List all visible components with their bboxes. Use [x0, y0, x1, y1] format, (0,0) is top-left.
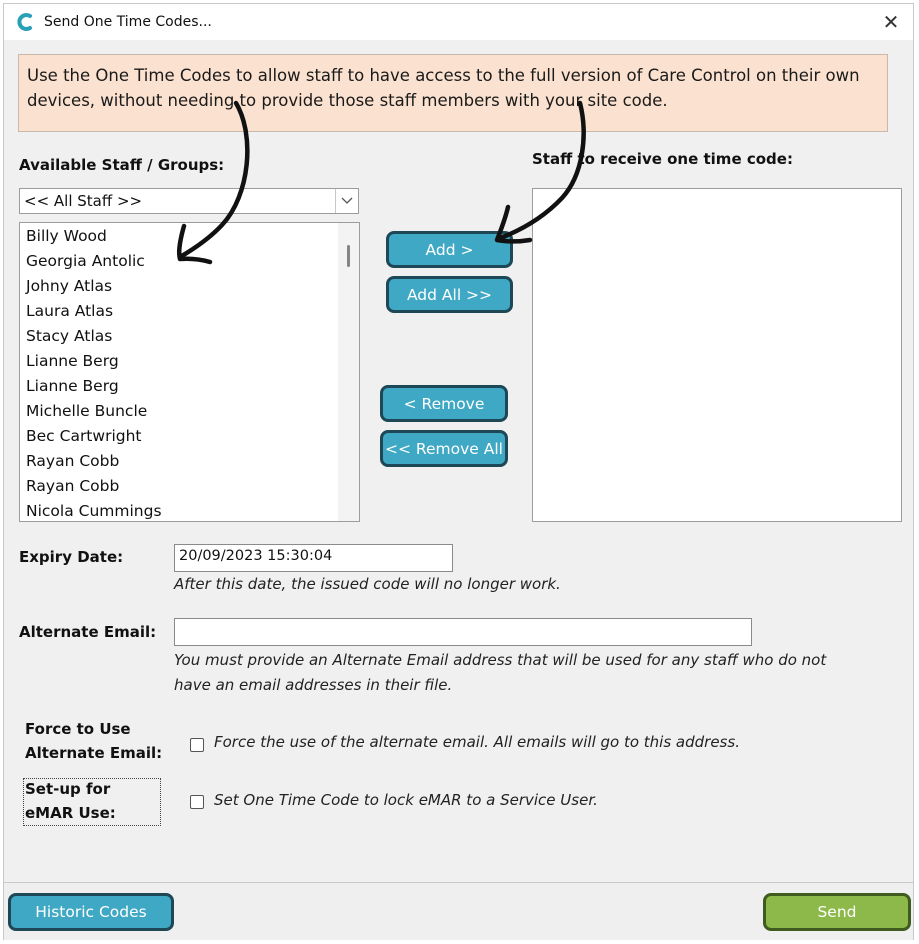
emar-checkbox[interactable] [190, 795, 204, 809]
send-button[interactable]: Send [763, 893, 911, 931]
historic-codes-button[interactable]: Historic Codes [8, 893, 174, 931]
expiry-hint: After this date, the issued code will no longer work. [174, 575, 561, 593]
selected-staff-list[interactable] [532, 188, 902, 522]
care-control-c-icon [16, 12, 34, 32]
force-alternate-checkbox[interactable] [190, 738, 204, 752]
emar-label-line1: Set-up for [25, 780, 111, 798]
force-alternate-label-line2: Alternate Email: [25, 744, 163, 762]
staff-list-item[interactable]: Bec Cartwright [26, 427, 142, 445]
alternate-email-hint-line2: have an email addresses in their file. [174, 676, 453, 694]
emar-text: Set One Time Code to lock eMAR to a Service User. [214, 791, 598, 809]
list-scrollbar[interactable] [338, 223, 359, 521]
info-banner: Use the One Time Codes to allow staff to have access to the full version of Care Control on their own devices, without needing to provide those staff members with your site code. [18, 54, 888, 132]
chevron-down-icon[interactable] [335, 189, 358, 213]
title-bar [4, 4, 913, 40]
force-alternate-text: Force the use of the alternate email. All emails will go to this address. [214, 733, 740, 751]
staff-list-item[interactable]: Johny Atlas [26, 277, 113, 295]
expiry-date-label: Expiry Date: [19, 548, 124, 566]
alternate-email-field[interactable] [174, 618, 752, 646]
staff-list-item[interactable]: Nicola Cummings [26, 502, 162, 520]
add-all-button[interactable]: Add All >> [386, 276, 513, 313]
staff-group-dropdown[interactable] [19, 188, 359, 214]
force-alternate-label-line1: Force to Use [25, 720, 131, 738]
alternate-email-label: Alternate Email: [19, 623, 157, 641]
staff-list-item[interactable]: Lianne Berg [26, 377, 119, 395]
available-staff-list[interactable] [19, 222, 360, 522]
emar-label-line2: eMAR Use: [25, 804, 116, 822]
alternate-email-hint-line1: You must provide an Alternate Email address that will be used for any staff who do not [174, 651, 827, 669]
remove-all-button[interactable]: << Remove All [380, 430, 508, 467]
scrollbar-thumb[interactable] [347, 245, 350, 267]
remove-button[interactable]: < Remove [380, 385, 508, 422]
staff-list-item[interactable]: Michelle Buncle [26, 402, 148, 420]
staff-list-item[interactable]: Rayan Cobb [26, 477, 120, 495]
add-button[interactable]: Add > [386, 231, 513, 268]
close-icon[interactable]: ✕ [882, 10, 900, 34]
available-staff-label: Available Staff / Groups: [19, 156, 225, 174]
dropdown-selected-value: << All Staff >> [24, 192, 143, 210]
staff-list-item[interactable]: Georgia Antolic [26, 252, 145, 270]
staff-list-item[interactable]: Lianne Berg [26, 352, 119, 370]
staff-list-item[interactable]: Billy Wood [26, 227, 107, 245]
staff-list-item[interactable]: Laura Atlas [26, 302, 114, 320]
staff-list-item[interactable]: Rayan Cobb [26, 452, 120, 470]
expiry-date-field[interactable]: 20/09/2023 15:30:04 [174, 544, 453, 572]
receive-code-label: Staff to receive one time code: [532, 150, 793, 168]
send-one-time-codes-dialog [3, 3, 914, 940]
window-title: Send One Time Codes... [44, 14, 212, 30]
staff-list-item[interactable]: Stacy Atlas [26, 327, 113, 345]
